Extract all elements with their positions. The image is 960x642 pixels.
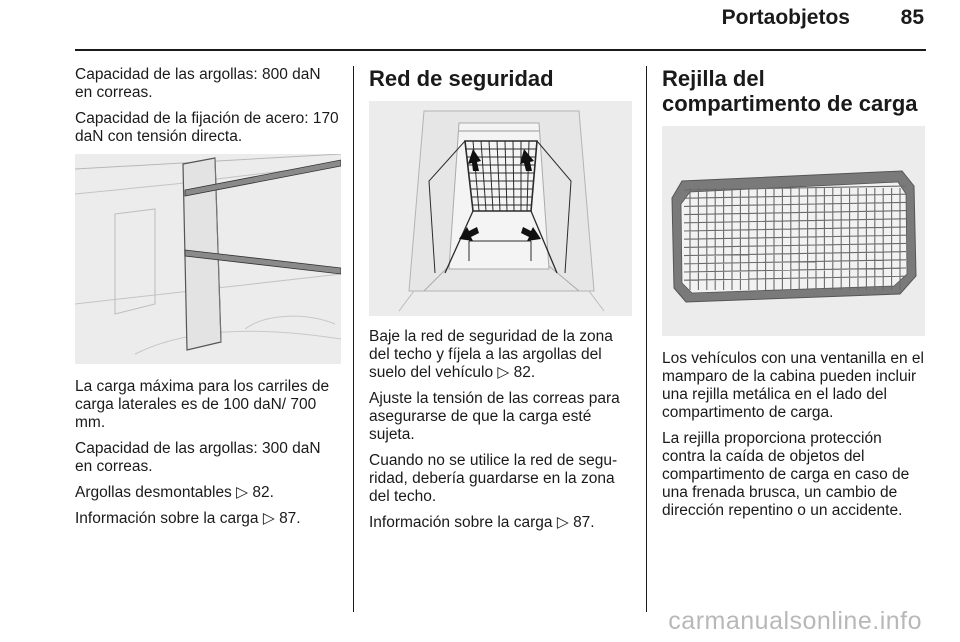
column-divider-right [646,66,647,612]
paragraph: Capacidad de las argollas: 300 daN en correas. [75,440,321,475]
column-3 [662,66,925,528]
header-rule [75,49,926,51]
column-1 [75,66,341,536]
paragraph [369,514,634,532]
cargo-grille-drawing [662,126,925,336]
section-title: Portaobjetos [721,6,850,29]
column-divider-left [353,66,354,612]
paragraph: Los vehículos con una ventanilla en el mamparo de la cabina pueden incluir una rejilla metálica en el lado del compartimento de carga. [662,350,924,421]
paragraph [75,484,341,502]
page-reference-icon: ▷ [236,484,253,501]
safety-net-illustration [369,101,632,316]
page-reference-icon: ▷ [497,364,514,381]
cargo-rail-drawing [75,154,341,364]
paragraph-text: Argollas desmontables [75,484,237,501]
page-reference: 87. [573,514,595,531]
paragraph [369,328,634,382]
section-heading: Red de seguridad [369,66,554,91]
cargo-grille-illustration [662,126,925,336]
section-heading: Rejilla del compartimento de carga [662,66,918,116]
paragraph-text: Información sobre la carga [369,514,557,531]
page-reference-icon: ▷ [262,510,280,527]
paragraph: Capacidad de las argollas: 800 daN en correas. [75,66,321,101]
safety-net-drawing [369,101,632,316]
column-2 [369,66,634,540]
paragraph [75,510,341,528]
paragraph: Ajuste la tensión de las correas para asegurarse de que la carga esté sujeta. [369,390,620,443]
page-reference: 82. [252,484,274,501]
paragraph: La carga máxima para los carriles de carga laterales es de 100 daN/ 700 mm. [75,378,330,431]
page-reference-icon: ▷ [556,514,574,531]
cargo-rail-illustration [75,154,341,364]
paragraph: La rejilla proporciona protección contra la caída de objetos del compartimento de carga en caso de una frenada brusca, un cambio de dirección repentino o un accidente. [662,430,910,519]
paragraph-text: Baje la red de seguridad de la zona del techo y fíjela a las argollas del suelo del vehículo [369,328,613,381]
paragraph: Capacidad de la fijación de acero: 170 daN con tensión directa. [75,110,339,145]
paragraph-text: Información sobre la carga [75,510,263,527]
watermark-text: carmanualsonline.info [668,607,922,635]
page-reference: 82. [513,364,536,381]
page-reference: 87. [279,510,301,527]
page-number: 85 [900,6,924,29]
paragraph: Cuando no se utilice la red de seguridad, debería guardarse en la zona del techo. [369,452,618,505]
